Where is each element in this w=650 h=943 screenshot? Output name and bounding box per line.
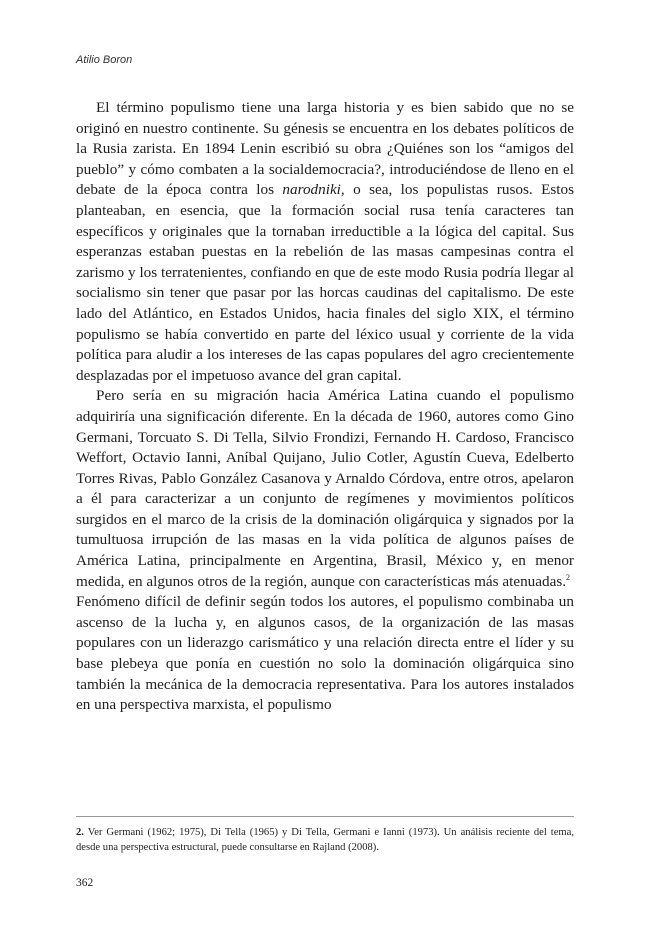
- paragraph-3: [76, 592, 574, 716]
- paragraph-1: [76, 98, 574, 386]
- footnote-divider: [76, 816, 574, 817]
- footnote-number: 2.: [76, 827, 84, 838]
- footnote-text: Ver Germani (1962; 1975), Di Tella (1965) y Di Tella, Germani e Ianni (1973). Un análisis reciente del tema, desde una perspectiva estructural, puede consultarse en Rajland (2008).: [76, 827, 574, 853]
- paragraph-2-text-a: Pero sería en su migración hacia América Latina cuando el populismo adquiriría una significación diferente. En la década de 1960, autores como Gino Germani, Torcuato S. Di Tella, Silvio Frondizi, Fernando H. Cardoso, Francisco Weffort, Octavio Ianni, Aníbal Quijano, Julio Cotler, Agustín Cueva, Edelberto Torres Rivas, Pablo González Casanova y Arnaldo Córdova, entre otros, apelaron a él para caracterizar a un conjunto de regímenes y movimientos políticos surgidos en el marco de la crisis de la dominación oligárquica y signados por la tumultuosa irrupción de las masas en la vida política de algunos países de América Latina, principalmente en Argentina, Brasil, México y, en menor medida, en algunos otros de la región, aunque con características más atenuadas.: [76, 387, 574, 590]
- body-text: [76, 98, 574, 716]
- paragraph-3-text: Fenómeno difícil de definir según todos los autores, el populismo combinaba un ascenso de la lucha y, en algunos casos, de la organización de las masas populares con un liderazgo carismático y una relación directa entre el líder y su base plebeya que ponía en cuestión no solo la dominación oligárquica sino también la mecánica de la democracia representativa. Para los autores instalados en una perspectiva marxista, el populismo: [76, 593, 574, 714]
- paragraph-1-italic-term: narodniki: [282, 181, 341, 199]
- paragraph-2: [76, 386, 574, 592]
- footnote-reference[interactable]: 2: [566, 572, 571, 582]
- paragraph-1-text-b: , o sea, los populistas rusos. Estos planteaban, en esencia, que la formación social rusa tenía caracteres tan específicos y originales que la tornaban irreductible a la lógica del capital. Sus esperanzas estaban puestas en la rebelión de las masas campesinas contra el zarismo y los terratenientes, confiando en que de este modo Rusia podría llegar al socialismo sin tener que pasar por las horcas caudinas del capitalismo. De este lado del Atlántico, en Estados Unidos, hacia finales del siglo XIX, el término populismo se había convertido en parte del léxico usual y corriente de la vida política para aludir a los intereses de las capas populares del agro crecientemente desplazadas por el impetuoso avance del gran capital.: [76, 181, 574, 384]
- footnote: [76, 825, 574, 855]
- page-number: 362: [76, 877, 94, 889]
- running-head: Atilio Boron: [76, 54, 133, 66]
- paragraph-1-text-a: El término populismo tiene una larga historia y es bien sabido que no se originó en nuestro continente. Su génesis se encuentra en los debates políticos de la Rusia zarista. En 1894 Lenin escribió su obra ¿Quiénes son los “amigos del pueblo” y cómo combaten a la socialdemocracia?, introduciéndose de lleno en el debate de la época contra los: [76, 99, 574, 199]
